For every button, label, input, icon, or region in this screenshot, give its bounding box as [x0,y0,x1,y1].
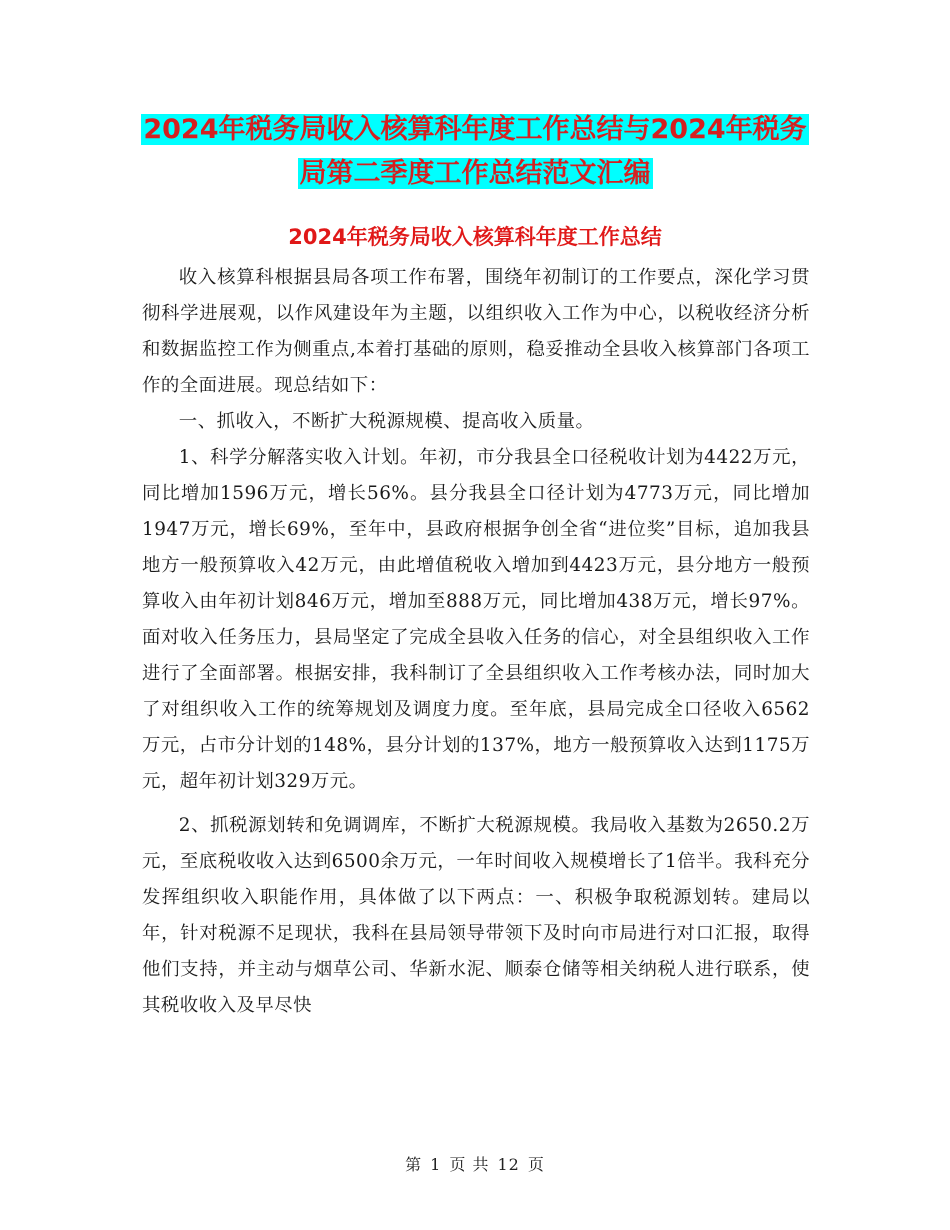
title-highlight-1: 2024年税务局收入核算科年度工作总结与2024年税务 [143,114,807,145]
document-title-line-1 [0,108,950,152]
title-highlight-2: 局第二季度工作总结范文汇编 [299,158,651,189]
page-footer [0,1152,950,1175]
paragraph-item-1: 1、科学分解落实收入计划。年初，市分我县全口径税收计划为4422万元，同比增加1596万元，增长56%。县分我县全口径计划为4773万元，同比增加1947万元，增长69%，至年中，县政府根据争创全省“进位奖”目标，追加我县地方一般预算收入42万元，由此增值税收入增加到4423万元，县分地方一般预算收入由年初计划846万元，增加至888万元，同比增加438万元，增长97%。面对收入任务压力，县局坚定了完成全县收入任务的信心，对全县组织收入工作进行了全面部署。根据安排，我科制订了全县组织收入工作考核办法，同时加大了对组织收入工作的统筹规划及调度力度。至年底，县局完成全口径收入6562万元，占市分计划的148%，县分计划的137%，地方一般预算收入达到1175万元，超年初计划329万元。 [142,447,811,792]
footer-middle: 页 共 [449,1155,490,1174]
footer-prefix: 第 [405,1155,423,1174]
footer-suffix: 页 [527,1155,545,1174]
document-body [142,260,810,1024]
document-title-line-2 [0,152,950,196]
paragraph-item-2: 2、抓税源划转和免调调库，不断扩大税源规模。我局收入基数为2650.2万元，至底税收收入达到6500余万元，一年时间收入规模增长了1倍半。我科充分发挥组织收入职能作用，具体做了以下两点：一、积极争取税源划转。建局以年，针对税源不足现状，我科在县局领导带领下及时向市局进行对口汇报，取得他们支持，并主动与烟草公司、华新水泥、顺泰仓储等相关纳税人进行联系，使其税收收入及早尽快 [142,815,810,1016]
paragraph-intro: 收入核算科根据县局各项工作布署，围绕年初制订的工作要点，深化学习贯彻科学进展观，以作风建设年为主题，以组织收入工作为中心，以税收经济分析和数据监控工作为侧重点,本着打基础的原则，稳妥推动全县收入核算部门各项工作的全面进展。现总结如下： [142,267,810,396]
paragraph-heading-1: 一、抓收入，不断扩大税源规模、提高收入质量。 [178,411,595,432]
footer-total-pages: 12 [497,1155,520,1174]
section-title: 2024年税务局收入核算科年度工作总结 [288,225,662,249]
footer-page-number: 1 [430,1155,442,1174]
